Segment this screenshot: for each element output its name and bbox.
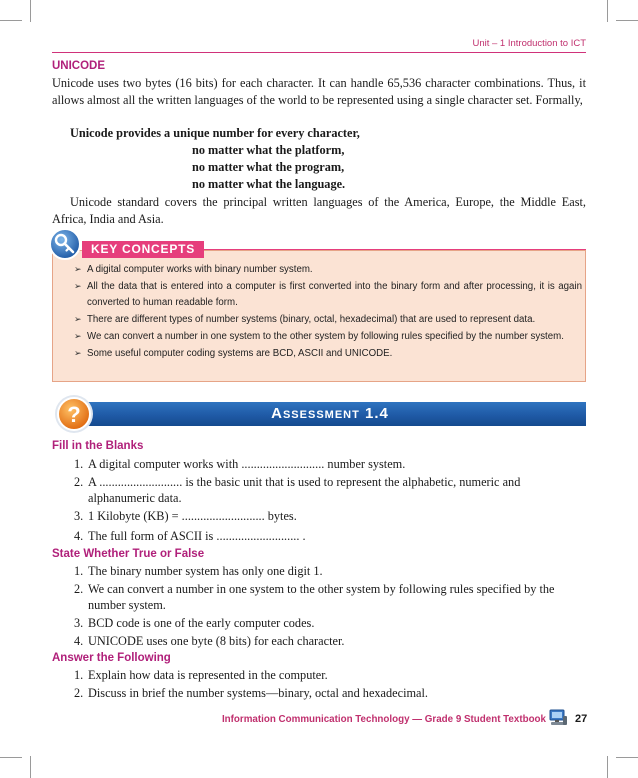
list-item: 4. The full form of ASCII is ........................... . [74, 529, 306, 543]
key-concepts-list [74, 262, 582, 363]
footer-title: Information Communication Technology — Grade 9 Student Textbook [221, 714, 546, 725]
section-heading-answer: Answer the Following [52, 652, 171, 664]
list-item: 1. A digital computer works with ........................... number system. [74, 457, 406, 471]
crop-mark [607, 756, 608, 778]
header-rule [52, 52, 586, 53]
list-item: ➢ Some useful computer coding systems are BCD, ASCII and UNICODE. [74, 346, 582, 362]
crop-mark [616, 757, 638, 758]
crop-mark [616, 20, 638, 21]
crop-mark [0, 757, 22, 758]
page-number: 27 [575, 713, 588, 725]
assessment-title: Assessment 1.4 [271, 405, 389, 422]
key-concepts-rule [200, 249, 586, 250]
list-item: 3. BCD code is one of the early computer codes. [74, 615, 315, 630]
unicode-coverage-paragraph: Unicode standard covers the principal written languages of the America, Europe, the Middle East, Africa, India and Asia. [52, 195, 586, 226]
list-item: ➢ There are different types of number systems (binary, octal, hexadecimal) that are used to represent data. [74, 312, 582, 328]
section-heading-true-false: State Whether True or False [52, 548, 205, 560]
fill-blanks-list [74, 457, 586, 547]
arrow-bullet-icon: ➢ [74, 264, 82, 274]
crop-mark [30, 756, 31, 778]
quote-line: Unicode provides a unique number for every character, [70, 126, 360, 140]
list-item: 2. A ........................... is the basic unit that is used to represent the alphabetic, numeric and alphanumeric data. [74, 475, 521, 505]
answer-list [74, 668, 586, 704]
list-item: ➢ We can convert a number in one system to the other system by following rules specified by the number system. [74, 329, 582, 345]
list-item: 2. We can convert a number in one system to the other system by following rules specified by the number system. [74, 582, 555, 612]
list-item: 2. Discuss in brief the number systems—binary, octal and hexadecimal. [74, 686, 429, 700]
section-heading-fill-blanks: Fill in the Blanks [52, 440, 144, 452]
crop-mark [30, 0, 31, 22]
computer-icon [548, 708, 568, 728]
key-concepts-title: KEY CONCEPTS [82, 241, 204, 258]
list-item: 3. 1 Kilobyte (KB) = ........................... bytes. [74, 508, 297, 523]
list-item: ➢ A digital computer works with binary number system. [74, 262, 582, 278]
key-icon [48, 227, 82, 261]
crop-mark [0, 20, 22, 21]
list-item: ➢ All the data that is entered into a computer is first converted into the binary form and after processing, it is again converted to human readable form. [74, 281, 582, 308]
quote-line: no matter what the language. [192, 177, 346, 191]
arrow-bullet-icon: ➢ [74, 347, 82, 358]
section-heading-unicode: UNICODE [52, 60, 106, 72]
list-item: 1. The binary number system has only one digit 1. [74, 564, 323, 578]
quote-line: no matter what the platform, [192, 143, 345, 157]
svg-text:?: ? [67, 402, 81, 427]
running-head: Unit – 1 Introduction to ICT [472, 38, 586, 49]
true-false-list [74, 564, 586, 652]
arrow-bullet-icon: ➢ [74, 281, 82, 291]
arrow-bullet-icon: ➢ [74, 330, 82, 341]
list-item: 1. Explain how data is represented in the computer. [74, 668, 328, 682]
unicode-paragraph: Unicode uses two bytes (16 bits) for each character. It can handle 65,536 character combinations. Thus, it allows almost all the written languages of the world to be represented using a single character set. Formally, [52, 76, 586, 107]
arrow-bullet-icon: ➢ [74, 313, 82, 324]
crop-mark [607, 0, 608, 22]
question-mark-icon [52, 392, 96, 436]
quote-line: no matter what the program, [192, 160, 345, 174]
list-item: 4. UNICODE uses one byte (8 bits) for each character. [74, 633, 345, 648]
